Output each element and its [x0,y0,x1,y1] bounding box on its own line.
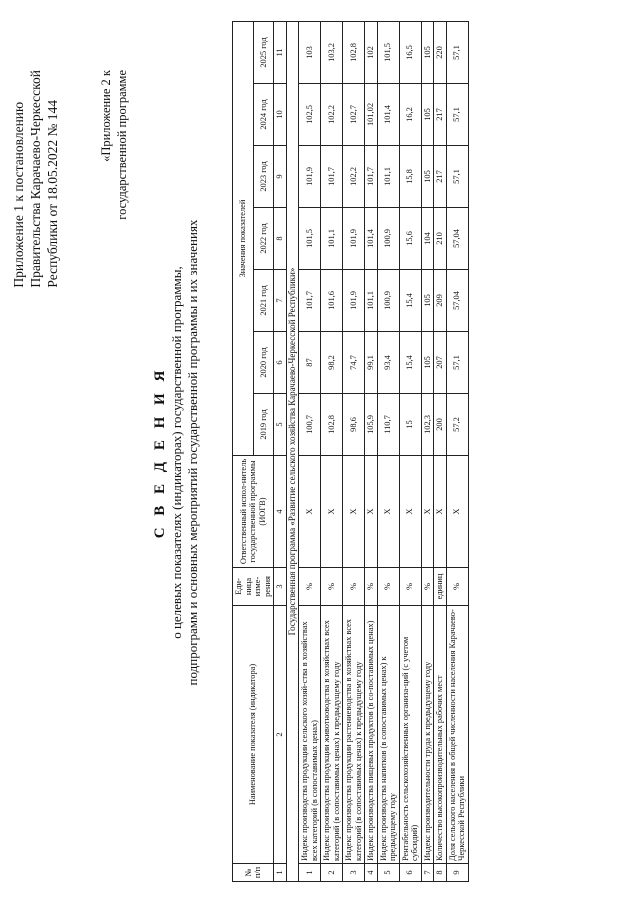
cell-resp: Х [399,456,421,568]
cell-value: 220 [434,22,447,84]
cell-name: Доля сельского населения в общей численности населения Карачаево-Черкесской Республики [446,606,468,864]
cell-unit: % [446,568,468,606]
cell-resp: Х [343,456,365,568]
cell-resp: Х [365,456,378,568]
col-number: 6 [274,332,287,394]
th-year: 2019 год [253,394,274,456]
cell-value: 105 [421,270,434,332]
cell-value: 102,8 [343,22,365,84]
cell-value: 103,2 [321,22,343,84]
cell-unit: % [399,568,421,606]
cell-value: 101,6 [321,270,343,332]
cell-unit: % [377,568,399,606]
cell-value: 207 [434,332,447,394]
cell-name: Индекс производства напитков (в сопоставимых ценах) к предыдущему году [377,606,399,864]
table-row [321,22,343,882]
cell-n: 2 [321,864,343,882]
cell-value: 57,04 [446,270,468,332]
col-number: 8 [274,208,287,270]
cell-value: 57,1 [446,84,468,146]
cell-unit: % [343,568,365,606]
cell-value: 101,1 [321,208,343,270]
cell-value: 101,5 [299,208,321,270]
th-year: 2025 год [253,22,274,84]
cell-value: 102 [365,22,378,84]
cell-n: 8 [434,864,447,882]
col-number: 1 [274,864,287,882]
cell-value: 103 [299,22,321,84]
cell-value: 101,9 [343,208,365,270]
col-number: 5 [274,394,287,456]
cell-value: 100,7 [299,394,321,456]
column-number-row [274,22,287,882]
cell-value: 102,7 [343,84,365,146]
th-num: № п/п [233,864,274,882]
cell-unit: % [299,568,321,606]
th-year: 2021 год [253,270,274,332]
cell-name: Индекс производства продукции сельского хозяй-ства в хозяйствах всех категорий (в сопоставимых ценах) [299,606,321,864]
col-number: 7 [274,270,287,332]
cell-value: 101,9 [343,270,365,332]
cell-value: 101,4 [365,208,378,270]
appendix-line-1: «Приложение 2 к [99,70,113,162]
cell-n: 4 [365,864,378,882]
table-row [434,22,447,882]
table-row [446,22,468,882]
cell-resp: Х [299,456,321,568]
col-number: 2 [274,606,287,864]
table-row [421,22,434,882]
col-number: 4 [274,456,287,568]
cell-value: 209 [434,270,447,332]
cell-value: 57,1 [446,22,468,84]
cell-name: Индекс производства продукции растениеводства в хозяйствах всех категорий (в сопоставимых ценах) к предыдущему году [343,606,365,864]
cell-value: 101,02 [365,84,378,146]
cell-value: 87 [299,332,321,394]
cell-resp: Х [446,456,468,568]
cell-name: Индекс производительности труда к предыдущему году [421,606,434,864]
cell-value: 100,9 [377,208,399,270]
th-unit: Еди-ница изме-рения [233,568,274,606]
cell-value: 102,8 [321,394,343,456]
cell-n: 5 [377,864,399,882]
cell-value: 105 [421,146,434,208]
table-row [399,22,421,882]
cell-n: 3 [343,864,365,882]
table-row [343,22,365,882]
cell-value: 110,7 [377,394,399,456]
cell-unit: единиц [434,568,447,606]
cell-value: 15 [399,394,421,456]
cell-value: 217 [434,84,447,146]
cell-unit: % [421,568,434,606]
col-number: 10 [274,84,287,146]
cell-name: Индекс производства пищевых продуктов (в со-поставимых ценах) [365,606,378,864]
th-name: Наименование показателя (индикатора) [233,606,274,864]
section-title: Государственная программа «Развитие сельского хозяйства Карачаево-Черкесской Республики» [286,22,299,882]
cell-value: 101,4 [377,84,399,146]
table-row [377,22,399,882]
table-row [365,22,378,882]
cell-value: 98,6 [343,394,365,456]
cell-unit: % [365,568,378,606]
appendix-note [98,70,130,220]
cell-value: 102,3 [421,394,434,456]
cell-value: 57,2 [446,394,468,456]
cell-value: 15,4 [399,270,421,332]
cell-value: 200 [434,394,447,456]
cell-value: 101,5 [377,22,399,84]
header-line-2: Правительства Карачаево-Черкесской [28,70,43,288]
title-sub-1: о целевых показателях (индикаторах) государственной программы, [169,266,184,639]
cell-n: 7 [421,864,434,882]
cell-name: Количество высокопроизводительных рабочих мест [434,606,447,864]
cell-value: 210 [434,208,447,270]
cell-value: 16,5 [399,22,421,84]
title-main: С В Е Д Е Н И Я [152,366,168,539]
cell-resp: Х [421,456,434,568]
cell-value: 100,9 [377,270,399,332]
th-year: 2024 год [253,84,274,146]
th-year: 2022 год [253,208,274,270]
cell-value: 98,2 [321,332,343,394]
cell-value: 15,4 [399,332,421,394]
col-number: 3 [274,568,287,606]
cell-value: 101,9 [299,146,321,208]
document-title [152,0,201,905]
th-resp: Ответственный испол-нитель государственной программы (ИОГВ) [233,456,274,568]
cell-value: 57,1 [446,332,468,394]
cell-value: 101,1 [377,146,399,208]
cell-n: 1 [299,864,321,882]
cell-resp: Х [321,456,343,568]
appendix-line-2: государственной программе [115,70,129,220]
col-number: 9 [274,146,287,208]
indicators-table [232,21,469,882]
cell-value: 105,9 [365,394,378,456]
header-line-1: Приложение 1 к постановлению [11,101,26,288]
cell-value: 93,4 [377,332,399,394]
header-block [10,70,61,288]
cell-value: 101,7 [299,270,321,332]
cell-resp: Х [434,456,447,568]
header-line-3: Республики от 18.05.2022 № 144 [45,99,60,288]
cell-value: 102,2 [343,146,365,208]
col-number: 11 [274,22,287,84]
th-values-group: Значения показателей [233,22,254,456]
cell-value: 104 [421,208,434,270]
cell-value: 101,1 [365,270,378,332]
title-sub-2: подпрограмм и основных мероприятий государственной программы и их значениях [185,219,200,686]
cell-value: 57,04 [446,208,468,270]
cell-value: 15,8 [399,146,421,208]
cell-value: 217 [434,146,447,208]
cell-value: 102,5 [299,84,321,146]
th-year: 2020 год [253,332,274,394]
cell-value: 16,2 [399,84,421,146]
cell-unit: % [321,568,343,606]
cell-name: Индекс производства продукции животноводства в хозяйствах всех категорий (в сопоставимых ценах) к предыдущему году [321,606,343,864]
cell-value: 102,2 [321,84,343,146]
th-year: 2023 год [253,146,274,208]
cell-value: 99,1 [365,332,378,394]
cell-value: 74,7 [343,332,365,394]
cell-value: 15,6 [399,208,421,270]
cell-n: 9 [446,864,468,882]
table-row [299,22,321,882]
cell-value: 101,7 [321,146,343,208]
section-row [286,22,299,882]
cell-resp: Х [377,456,399,568]
cell-value: 105 [421,22,434,84]
cell-value: 57,1 [446,146,468,208]
cell-value: 105 [421,332,434,394]
cell-n: 6 [399,864,421,882]
cell-value: 101,7 [365,146,378,208]
cell-name: Рентабельность сельскохозяйственных организа-ций (с учетом субсидий) [399,606,421,864]
cell-value: 105 [421,84,434,146]
